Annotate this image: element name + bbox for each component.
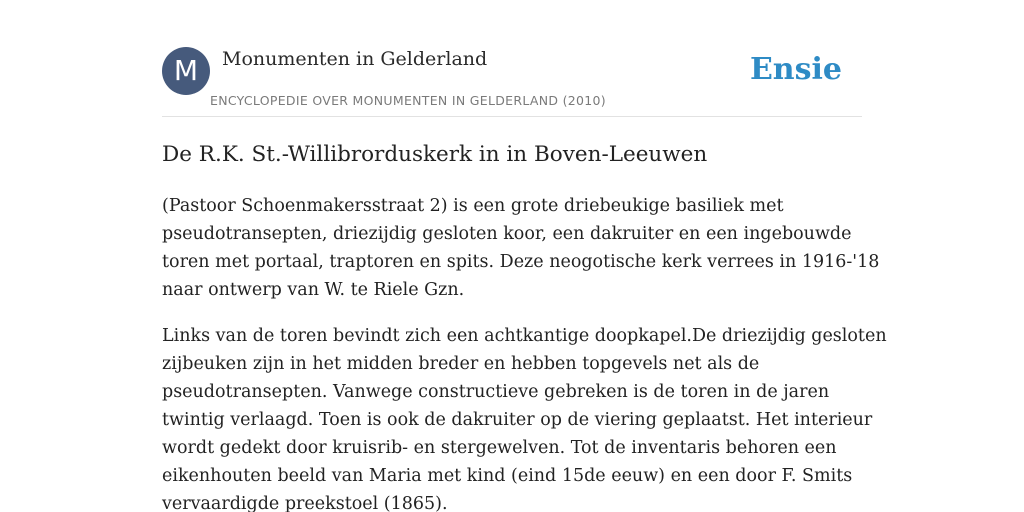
- brand-logo[interactable]: Ensie: [749, 52, 842, 87]
- article-paragraph: [162, 322, 887, 512]
- paragraph-line: eikenhouten beeld van Maria met kind (eind 15de eeuw) en een door F. Smits: [162, 466, 853, 486]
- paragraph-line: pseudotransepten. Vanwege constructieve gebreken is de toren in de jaren: [162, 382, 830, 402]
- site-header: [162, 46, 862, 117]
- source-subtitle: ENCYCLOPEDIE OVER MONUMENTEN IN GELDERLAND (2010): [210, 93, 606, 108]
- paragraph-line: vervaardigde preekstoel (1865).: [162, 494, 448, 512]
- paragraph-line: zijbeuken zijn in het midden breder en hebben topgevels net als de: [162, 354, 760, 374]
- article-paragraph: [162, 192, 880, 304]
- paragraph-line: Links van de toren bevindt zich een achtkantige doopkapel.De driezijdig gesloten: [162, 326, 887, 346]
- paragraph-line: twintig verlaagd. Toen is ook de dakruiter op de viering geplaatst. Het interieur: [162, 410, 873, 430]
- paragraph-line: toren met portaal, traptoren en spits. Deze neogotische kerk verrees in 1916-'18: [162, 252, 880, 272]
- article: [162, 138, 887, 512]
- paragraph-line: (Pastoor Schoenmakersstraat 2) is een grote driebeukige basiliek met: [162, 196, 784, 216]
- article-title: De R.K. St.-Willibrorduskerk in in Boven-Leeuwen: [162, 142, 708, 167]
- paragraph-line: naar ontwerp van W. te Riele Gzn.: [162, 280, 465, 300]
- source-avatar[interactable]: M: [162, 47, 210, 95]
- paragraph-line: pseudotransepten, driezijdig gesloten koor, een dakruiter en een ingebouwde: [162, 224, 852, 244]
- paragraph-line: wordt gedekt door kruisrib- en stergewelven. Tot de inventaris behoren een: [162, 438, 837, 458]
- source-title-link[interactable]: Monumenten in Gelderland: [222, 48, 488, 70]
